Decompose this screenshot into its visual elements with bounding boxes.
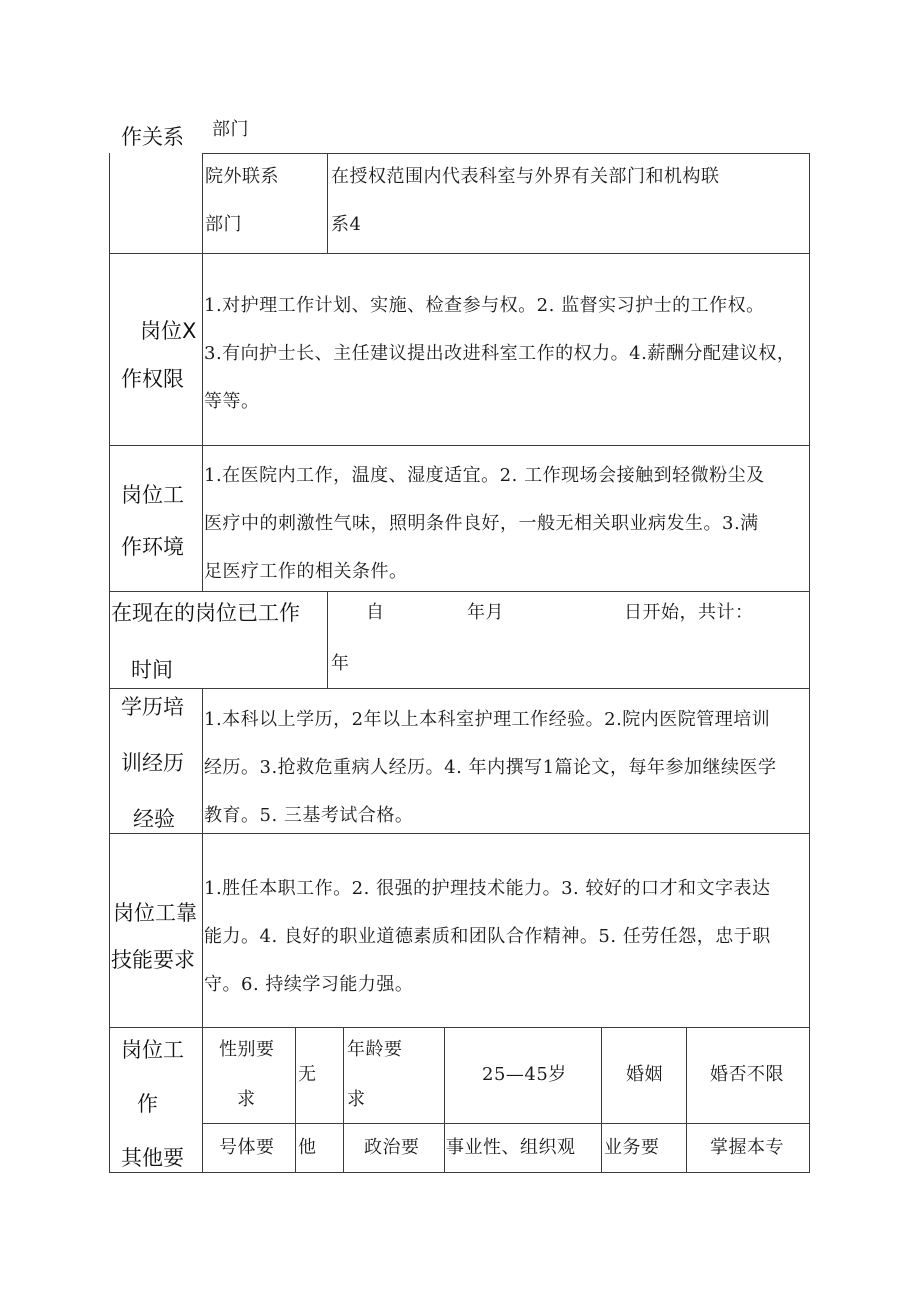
tenure-year: 年 [331, 653, 350, 674]
tenure-day-start: 日开始，共计： [624, 602, 754, 623]
age-label-line2: 求 [347, 1089, 366, 1110]
authority-text-line2: 3.有向护士长、主任建议提出改进科室工作的权力。4.薪酬分配建议权， [204, 343, 796, 364]
skills-label-line1: 岗位工靠 [113, 901, 197, 925]
authority-text-line1: 1.对护理工作计划、实施、检查参与权。2. 监督实习护士的工作权。 [204, 295, 765, 316]
outside-contact-label-line1: 院外联系 [205, 166, 279, 187]
other-label-line2: 作 [137, 1092, 158, 1116]
tenure-year-month: 年月 [467, 602, 504, 623]
environment-text-line2: 医疗中的刺激性气味，照明条件良好，一般无相关职业病发生。3.满 [204, 513, 759, 534]
row2-cell4: 事业性、组织观 [446, 1137, 576, 1158]
marriage-value: 婚否不限 [710, 1064, 784, 1085]
other-label-line3: 其他要 [121, 1146, 184, 1170]
skills-text-line1: 1.胜任本职工作。2. 很强的护理技术能力。3. 较好的口才和文字表达 [204, 878, 771, 899]
gender-value: 无 [298, 1064, 317, 1085]
row2-cell5: 业务要 [604, 1137, 660, 1158]
row2-cell1: 号体要 [219, 1137, 275, 1158]
other-label-line1: 岗位工 [121, 1038, 184, 1062]
row2-cell3: 政治要 [364, 1137, 420, 1158]
education-text-line3: 教育。5. 三基考试合格。 [204, 805, 414, 826]
tenure-label-line2: 时间 [131, 658, 173, 682]
environment-text-line1: 1.在医院内工作，温度、湿度适宜。2. 工作现场会接触到轻微粉尘及 [204, 465, 765, 486]
education-label-line1: 学历培 [121, 695, 184, 719]
authority-label-line2: 作权限 [121, 367, 184, 391]
row2-cell6: 掌握本专 [710, 1137, 784, 1158]
outside-contact-text-line2: 系4 [331, 214, 362, 235]
outside-contact-text-line1: 在授权范围内代表科室与外界有关部门和机构联 [331, 166, 720, 187]
contact-label: 作关系 [121, 125, 184, 149]
skills-text-line3: 守。6. 持续学习能力强。 [204, 974, 414, 995]
age-value: 25—45岁 [482, 1064, 567, 1085]
authority-text-line3: 等等。 [204, 391, 260, 412]
authority-label-line1: 岗位X [140, 319, 197, 343]
education-text-line1: 1.本科以上学历，2年以上本科室护理工作经验。2.院内医院管理培训 [204, 709, 771, 730]
marriage-label: 婚姻 [626, 1064, 663, 1085]
gender-label-line2: 求 [237, 1089, 256, 1110]
education-text-line2: 经历。3.抢救危重病人经历。4. 年内撰写1篇论文，每年参加继续医学 [204, 757, 777, 778]
dept-top-label: 部门 [212, 119, 249, 140]
skills-text-line2: 能力。4. 良好的职业道德素质和团队合作精神。5. 任劳任怨，忠于职 [204, 926, 771, 947]
environment-label-line1: 岗位工 [121, 483, 184, 507]
environment-text-line3: 足医疗工作的相关条件。 [204, 561, 408, 582]
outside-contact-label-line2: 部门 [205, 214, 242, 235]
education-label-line2: 训经历 [121, 751, 184, 775]
skills-label-line2: 技能要求 [111, 948, 195, 972]
age-label-line1: 年龄要 [347, 1039, 403, 1060]
tenure-from: 自 [366, 602, 385, 623]
tenure-label-line1: 在现在的岗位已工作 [111, 601, 300, 625]
education-label-line3: 经验 [133, 807, 175, 831]
gender-label-line1: 性别要 [219, 1039, 275, 1060]
environment-label-line2: 作环境 [121, 535, 184, 559]
row2-cell2: 他 [298, 1137, 317, 1158]
